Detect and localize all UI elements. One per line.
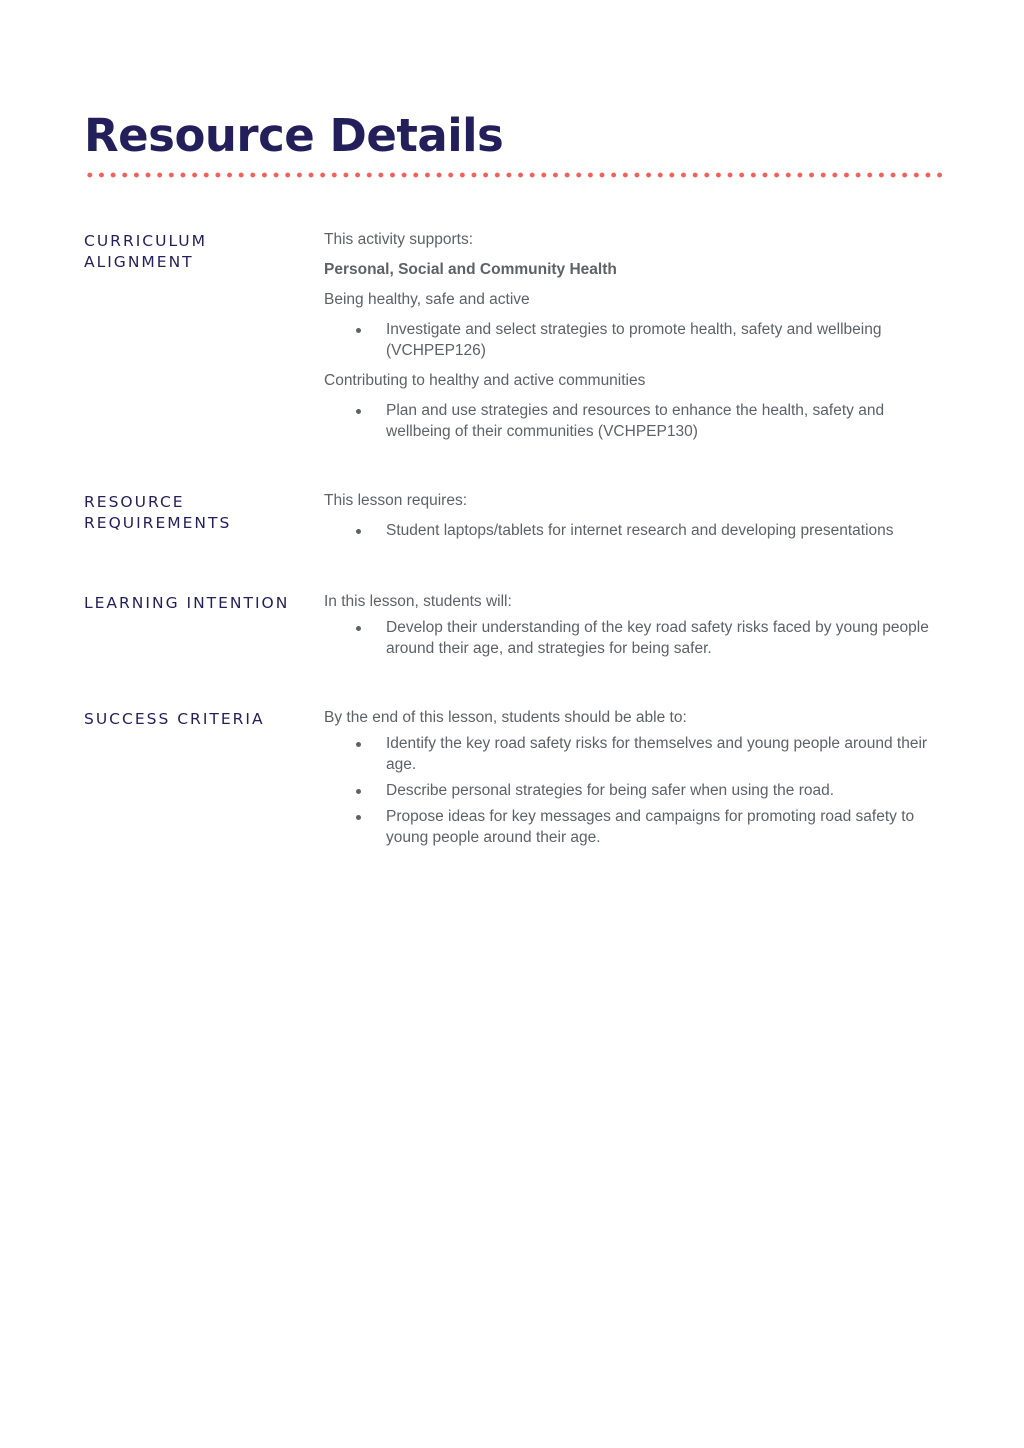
intro-text: In this lesson, students will: [324,593,512,610]
page-title: Resource Details [84,109,504,162]
bullet-list [324,400,949,442]
list-item [324,400,949,442]
bullet-list [324,617,949,659]
list-item [324,780,949,801]
group-heading: Being healthy, safe and active [324,291,530,308]
bullet-list [324,319,949,361]
list-item [324,319,949,361]
list-item-text: Describe personal strategies for being safer when using the road. [386,782,835,799]
subheading: Personal, Social and Community Health [324,261,617,278]
bullet-icon [356,626,361,631]
bullet-icon [356,328,361,333]
bullet-icon [356,409,361,414]
section-label: LEARNING INTENTION [84,594,290,612]
intro-text: This lesson requires: [324,492,468,509]
intro-text: By the end of this lesson, students should be able to: [324,709,687,726]
bullet-list [324,520,949,541]
section-label: SUCCESS CRITERIA [84,710,265,728]
group-heading: Contributing to healthy and active communities [324,372,646,389]
bullet-icon [356,789,361,794]
list-item-text: Student laptops/tablets for internet research and developing presentations [386,522,894,539]
list-item-text: Investigate and select strategies to promote health, safety and wellbeing (VCHPEP126) [386,321,882,359]
section-label: CURRICULUM ALIGNMENT [84,232,208,271]
list-item [324,617,949,659]
section-body [324,490,949,550]
bullet-icon [356,815,361,820]
list-item-text: Identify the key road safety risks for themselves and young people around their age. [386,735,928,773]
bullet-icon [356,742,361,747]
section-body [324,591,949,668]
list-item-text: Plan and use strategies and resources to enhance the health, safety and wellbeing of their communities (VCHPEP130) [386,402,885,440]
section-label: RESOURCE REQUIREMENTS [84,493,232,532]
list-item [324,520,949,541]
list-item [324,806,949,848]
list-item-text: Develop their understanding of the key road safety risks faced by young people around their age, and strategies for being safer. [386,619,929,657]
list-item [324,733,949,775]
intro-text: This activity supports: [324,231,474,248]
section-body [324,707,949,857]
bullet-icon [356,529,361,534]
list-item-text: Propose ideas for key messages and campaigns for promoting road safety to young people around their age. [386,808,915,846]
section-body [324,229,949,451]
dotted-divider [84,172,944,178]
bullet-list [324,733,949,848]
